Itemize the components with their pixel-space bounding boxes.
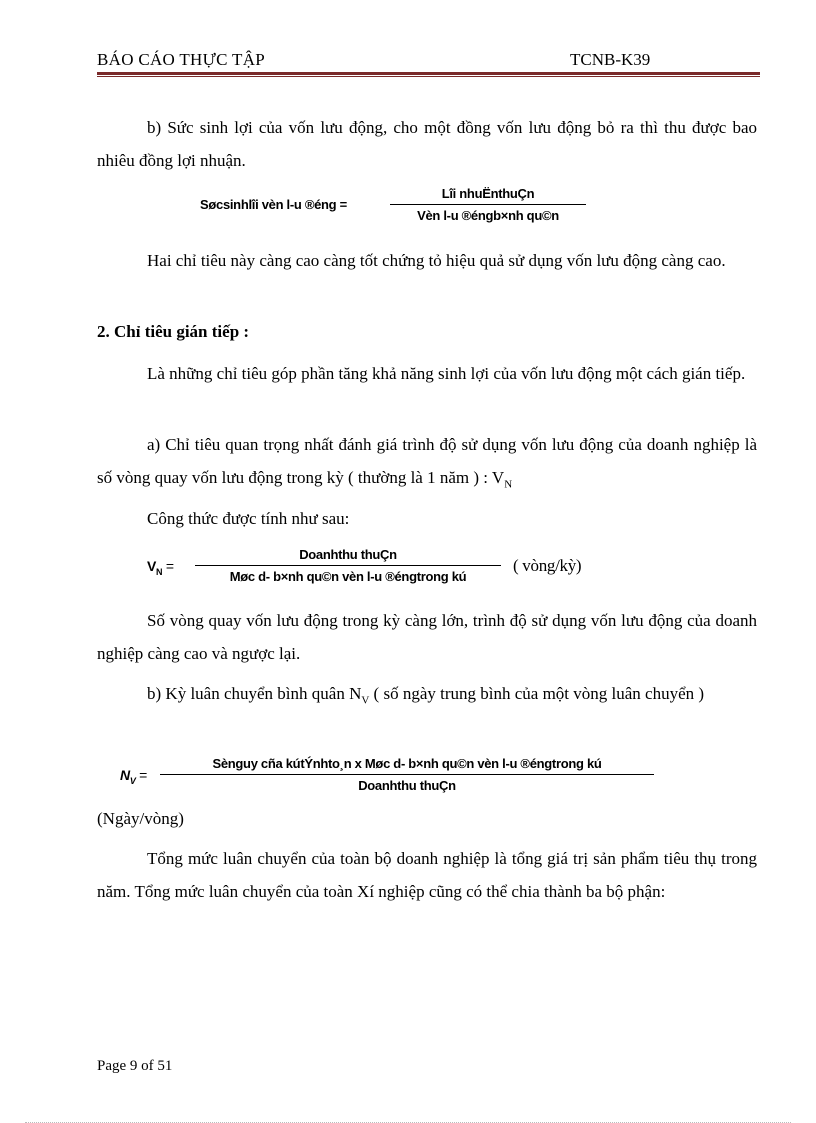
paragraph-circulation-text-rest: ( số ngày trung bình của một vòng luân chuyển ) xyxy=(369,684,705,703)
header-report-title: BÁO CÁO THỰC TẬP xyxy=(97,50,266,69)
page-header xyxy=(97,50,757,74)
formula-circulation-equals: = xyxy=(135,767,147,783)
formula-profitability-lhs: Søcsinhlîi vèn l-u ®éng = xyxy=(200,197,347,212)
paragraph-circulation-period xyxy=(97,677,757,717)
paragraph-turnover-interpretation: Số vòng quay vốn lưu động trong kỳ càng lớn, trình độ sử dụng vốn lưu động của doanh nghiệp càng cao và ngược lại. xyxy=(97,611,757,663)
paragraph-higher-better: Hai chỉ tiêu này càng cao càng tốt chứng tỏ hiệu quả sử dụng vốn lưu động càng cao. xyxy=(147,251,726,270)
page-number: Page 9 of 51 xyxy=(97,1058,173,1074)
header-rule-thin xyxy=(97,76,760,77)
paragraph-turnover-subscript: N xyxy=(504,478,513,491)
formula-circulation-fraction xyxy=(160,756,654,793)
paragraph-unit-days: (Ngày/vòng) xyxy=(97,809,184,828)
formula-profitability-numerator: Lîi nhuËnthuÇn xyxy=(441,186,535,201)
section-heading-indirect: 2. Chỉ tiêu gián tiếp : xyxy=(97,322,250,341)
paragraph-circulation-subscript: V xyxy=(361,694,370,707)
formula-profitability-fraction xyxy=(390,186,586,223)
formula-circulation-symbol: N xyxy=(120,767,130,783)
fraction-bar xyxy=(195,565,501,566)
paragraph-formula-intro: Công thức được tính như sau: xyxy=(147,509,350,528)
formula-turnover-numerator: Doanhthu thuÇn xyxy=(299,547,397,562)
paragraph-circulation-text: b) Kỳ luân chuyển bình quân N xyxy=(147,684,362,703)
fraction-bar xyxy=(160,774,654,775)
formula-circulation-denominator: Doanhthu thuÇn xyxy=(358,778,456,793)
formula-circulation-lhs xyxy=(120,767,147,786)
paragraph-profitability: b) Sức sinh lợi của vốn lưu động, cho một đồng vốn lưu động bỏ ra thì thu được bao nhiêu đồng lợi nhuận. xyxy=(97,118,757,170)
fraction-bar xyxy=(390,204,586,205)
formula-turnover-equals: = xyxy=(162,558,174,574)
formula-turnover-symbol: V xyxy=(147,558,157,574)
formula-circulation-symbol-subscript: V xyxy=(129,775,136,786)
paragraph-turnover xyxy=(97,428,757,501)
formula-turnover-denominator: Møc d- b×nh qu©n vèn l-u ®éngtrong kú xyxy=(229,569,467,584)
header-rule-thick xyxy=(97,72,760,75)
formula-turnover-unit: ( vòng/kỳ) xyxy=(513,556,582,575)
header-class-code: TCNB-K39 xyxy=(570,50,651,69)
formula-turnover-lhs xyxy=(147,558,174,577)
formula-turnover-fraction xyxy=(195,547,501,584)
formula-circulation-numerator: Sènguy cña kútÝnhto¸n x Møc d- b×nh qu©n vèn l-u ®éngtrong kú xyxy=(212,756,602,771)
paragraph-indirect-definition: Là những chỉ tiêu góp phần tăng khả năng sinh lợi của vốn lưu động một cách gián tiếp. xyxy=(147,364,746,383)
paragraph-turnover-text: a) Chỉ tiêu quan trọng nhất đánh giá trình độ sử dụng vốn lưu động của doanh nghiệp là số vòng quay vốn lưu động trong kỳ ( thường là 1 năm ) : V xyxy=(97,435,757,487)
formula-profitability-denominator: Vèn l-u ®éngb×nh qu©n xyxy=(417,208,559,223)
paragraph-total-circulation: Tổng mức luân chuyển của toàn bộ doanh nghiệp là tổng giá trị sản phẩm tiêu thụ trong năm. Tổng mức luân chuyển của toàn Xí nghiệp cũng có thể chia thành ba bộ phận: xyxy=(97,849,757,901)
formula-turnover-symbol-subscript: N xyxy=(156,566,163,577)
